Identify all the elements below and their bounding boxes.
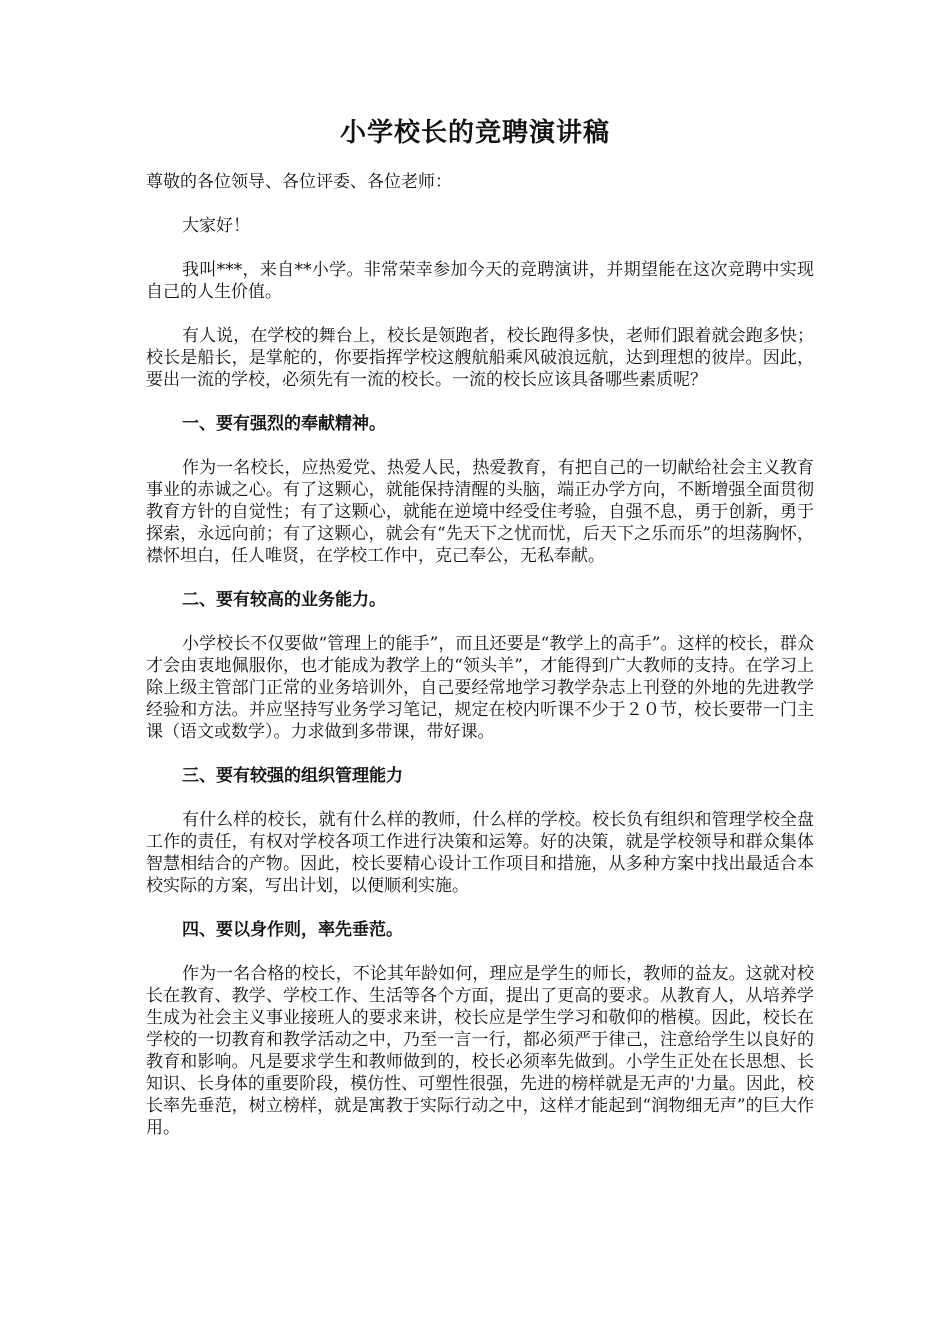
salutation: 尊敬的各位领导、各位评委、各位老师： — [146, 172, 452, 192]
document-body — [146, 171, 814, 1161]
intro-paragraph: 我叫***，来自**小学。非常荣幸参加今天的竞聘演讲，并期望能在这次竞聘中实现自己的人生价值。 — [146, 260, 814, 302]
section-heading-2: 二、要有较高的业务能力。 — [182, 590, 386, 610]
section-heading-4: 四、要以身作则，率先垂范。 — [182, 920, 403, 940]
section-body-2: 小学校长不仅要做“管理上的能手”，而且还要是“教学上的高手”。这样的校长，群众才会由衷地佩服你，也才能成为教学上的“领头羊”，才能得到广大教师的支持。在学习上除上级主管部门正常的业务培训外，自己要经常地学习教学杂志上刊登的外地的先进教学经验和方法。并应坚持写业务学习笔记，规定在校内听课不少于２０节，校长要带一门主课（语文或数学）。力求做到多带课，带好课。 — [146, 634, 814, 742]
section-heading-3: 三、要有较强的组织管理能力 — [182, 766, 403, 786]
section-body-1: 作为一名校长，应热爱党、热爱人民，热爱教育，有把自己的一切献给社会主义教育事业的赤诚之心。有了这颗心，就能保持清醒的头脑，端正办学方向，不断增强全面贯彻教育方针的自觉性；有了这颗心，就能在逆境中经受住考验，自强不息，勇于创新，勇于探索，永远向前；有了这颗心，就会有“先天下之忧而忧，后天下之乐而乐”的坦荡胸怀，襟怀坦白，任人唯贤，在学校工作中，克己奉公，无私奉献。 — [146, 458, 814, 566]
section-body-4: 作为一名合格的校长，不论其年龄如何，理应是学生的师长，教师的益友。这就对校长在教育、教学、学校工作、生活等各个方面，提出了更高的要求。从教育人，从培养学生成为社会主义事业接班人的要求来讲，校长应是学生学习和敬仰的楷模。因此，校长在学校的一切教育和教学活动之中，乃至一言一行，都必须严于律己，注意给学生以良好的教育和影响。凡是要求学生和教师做到的，校长必须率先做到。小学生正处在长思想、长知识、长身体的重要阶段，模仿性、可塑性很强，先进的榜样就是无声的'力量。因此，校长率先垂范，树立榜样，就是寓教于实际行动之中，这样才能起到“润物细无声”的巨大作用。 — [146, 964, 814, 1138]
section-body-3: 有什么样的校长，就有什么样的教师，什么样的学校。校长负有组织和管理学校全盘工作的责任，有权对学校各项工作进行决策和运筹。好的决策，就是学校领导和群众集体智慧相结合的产物。因此，校长要精心设计工作项目和措施，从多种方案中找出最适合本校实际的方案，写出计划，以便顺利实施。 — [146, 810, 814, 896]
greeting: 大家好！ — [182, 216, 250, 236]
preface-paragraph: 有人说，在学校的舞台上，校长是领跑者，校长跑得多快，老师们跟着就会跑多快；校长是船长，是掌舵的，你要指挥学校这艘航船乘风破浪远航，达到理想的彼岸。因此，要出一流的学校，必须先有一流的校长。一流的校长应该具备哪些素质呢？ — [146, 326, 814, 390]
document-title: 小学校长的竞聘演讲稿 — [339, 118, 610, 148]
section-heading-1: 一、要有强烈的奉献精神。 — [182, 414, 386, 434]
